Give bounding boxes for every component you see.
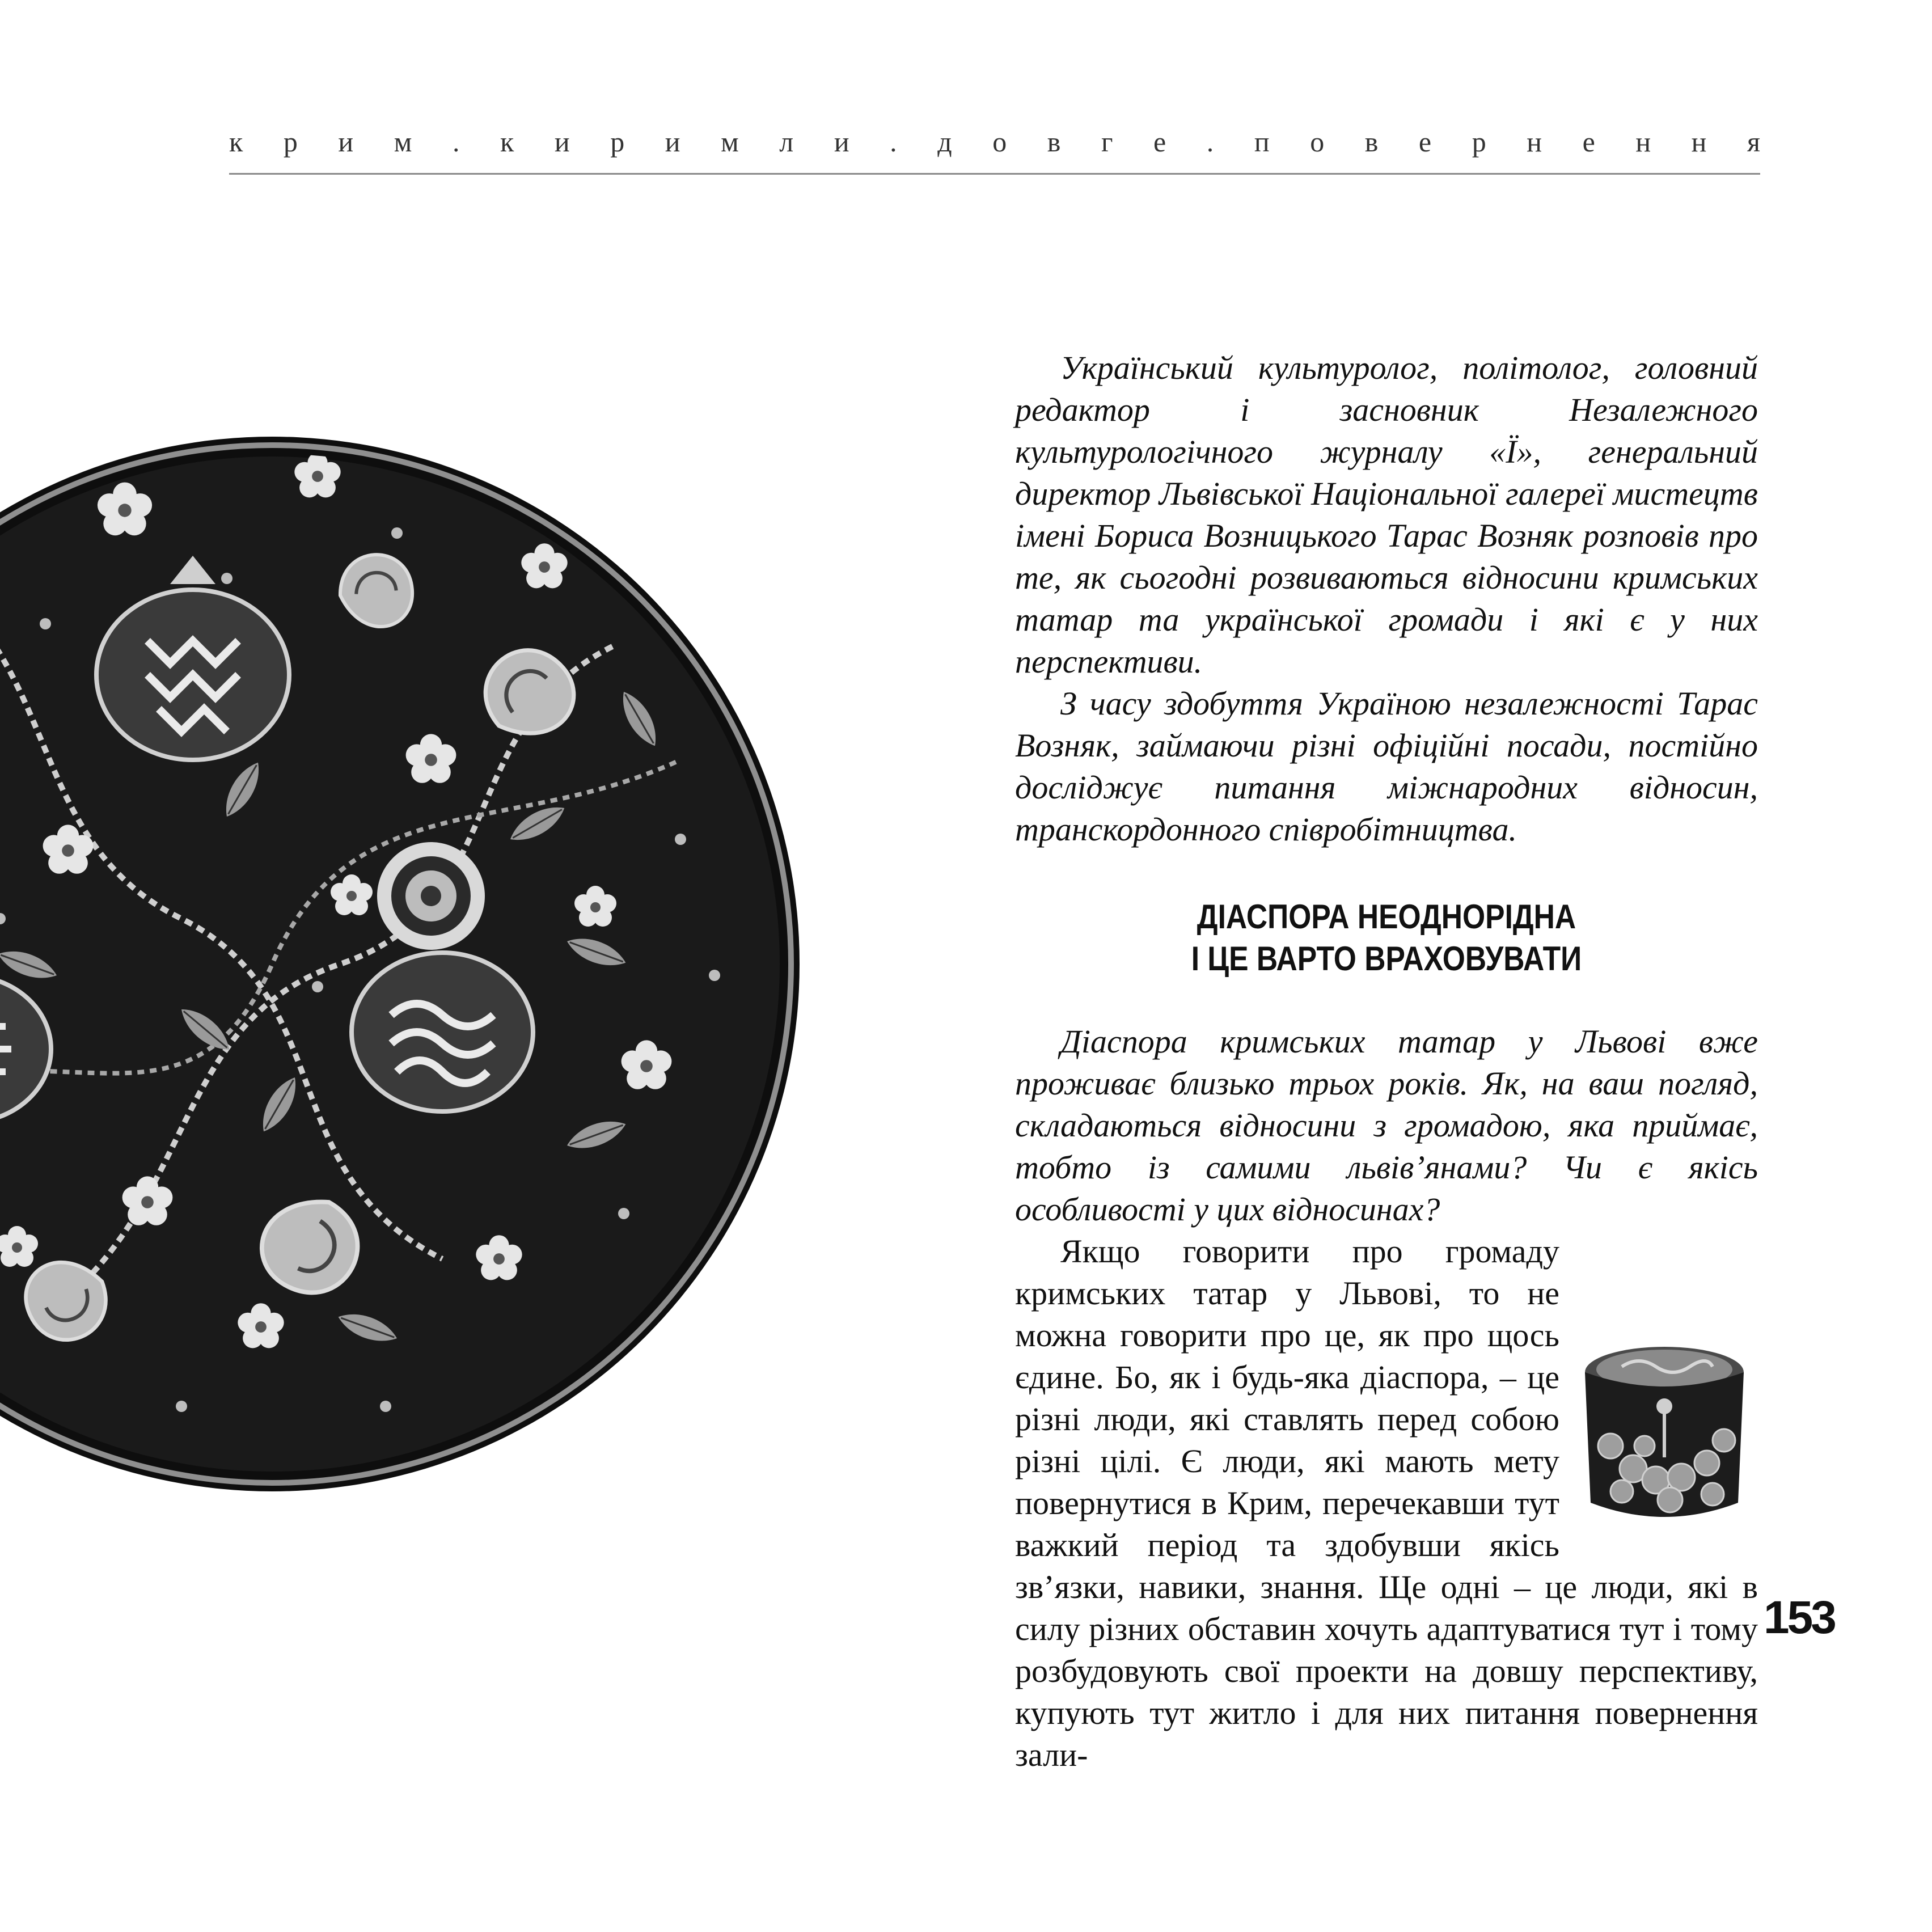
answer-text: Якщо говорити про громаду кримських татар у Львові, то не можна говорити про це, як про щось єдине. Бо, як і будь-яка діаспора, – це різні люди, які ставлять перед собою різні цілі. Є люди, які мають мету повернутися в Крим, перечекавши тут важкий період та здобувши якісь зв’язки, навики, знання. Ще одні – це люди, які в силу різних обставин хочуть адаптуватися тут і тому розбудовують свої проекти на довшу перспективу, купують тут житло і для них питання повернення зали- xyxy=(1015,1233,1758,1773)
running-header-letter: н xyxy=(1691,126,1707,158)
running-header-letter: . xyxy=(1206,126,1214,158)
running-header-letter: . xyxy=(890,126,897,158)
running-header-letter: в xyxy=(1364,126,1379,158)
running-header-letter: и xyxy=(554,126,570,158)
intro-block xyxy=(1015,347,1758,851)
ornamental-plate-image xyxy=(0,408,811,1520)
question-text: Діаспора кримських татар у Львові вже проживає близько трьох років. Як, на ваш погляд, складаються відносини з громадою, яка приймає, тобто із самими львів’янами? Чи є якісь особливості у цих відносинах? xyxy=(1015,1023,1758,1228)
interview-answer xyxy=(1015,1231,1758,1776)
running-header-letter: в xyxy=(1047,126,1061,158)
traditional-hat-image xyxy=(1571,1338,1758,1548)
intro-paragraph: Український культуролог, політолог, головний редактор і засновник Незалежного культурологічного журналу «Ї», генеральний директор Львівської Національної галереї мистецтв імені Бориса Возницького Тарас Возняк розповів про те, як сьогодні розвиваються відносини кримських татар та української громади і які є у них перспективи. xyxy=(1015,349,1758,680)
running-header-letter: е xyxy=(1153,126,1166,158)
running-header-letter: о xyxy=(1310,126,1325,158)
running-header-letter: . xyxy=(452,126,460,158)
running-header-letter: р xyxy=(283,126,298,158)
running-header-letter: н xyxy=(1527,126,1542,158)
running-header-letter: я xyxy=(1747,126,1760,158)
running-header-letter: к xyxy=(229,126,243,158)
running-header-letter: к xyxy=(500,126,514,158)
header-rule xyxy=(229,173,1760,175)
running-header-letter: п xyxy=(1254,126,1270,158)
section-heading-line: І ЦЕ ВАРТО ВРАХОВУВАТИ xyxy=(1191,940,1582,978)
running-header-letter: и xyxy=(665,126,680,158)
running-header-letter: и xyxy=(338,126,354,158)
running-header-letter: р xyxy=(610,126,625,158)
running-header-letter: р xyxy=(1472,126,1486,158)
page-number: 153 xyxy=(1764,1592,1834,1643)
running-header-letter: л xyxy=(779,126,794,158)
running-header-letter: д xyxy=(937,126,952,158)
running-header-letter: н xyxy=(1635,126,1651,158)
running-header-letter: о xyxy=(992,126,1007,158)
running-header-letter: е xyxy=(1418,126,1432,158)
section-heading-line: ДІАСПОРА НЕОДНОРІДНА xyxy=(1197,898,1576,936)
intro-paragraph: З часу здобуття Україною незалежності Тарас Возняк, займаючи різні офіційні посади, постійно досліджує питання міжнародних відносин, транскордонного співробітництва. xyxy=(1015,685,1758,848)
running-header-letter: и xyxy=(834,126,849,158)
running-header xyxy=(229,119,1760,164)
running-header-letter: г xyxy=(1101,126,1113,158)
interview-question xyxy=(1015,1021,1758,1231)
running-header-letter: м xyxy=(721,126,739,158)
running-header-letter: м xyxy=(394,126,412,158)
section-heading xyxy=(1067,896,1706,980)
running-header-letter: е xyxy=(1582,126,1595,158)
